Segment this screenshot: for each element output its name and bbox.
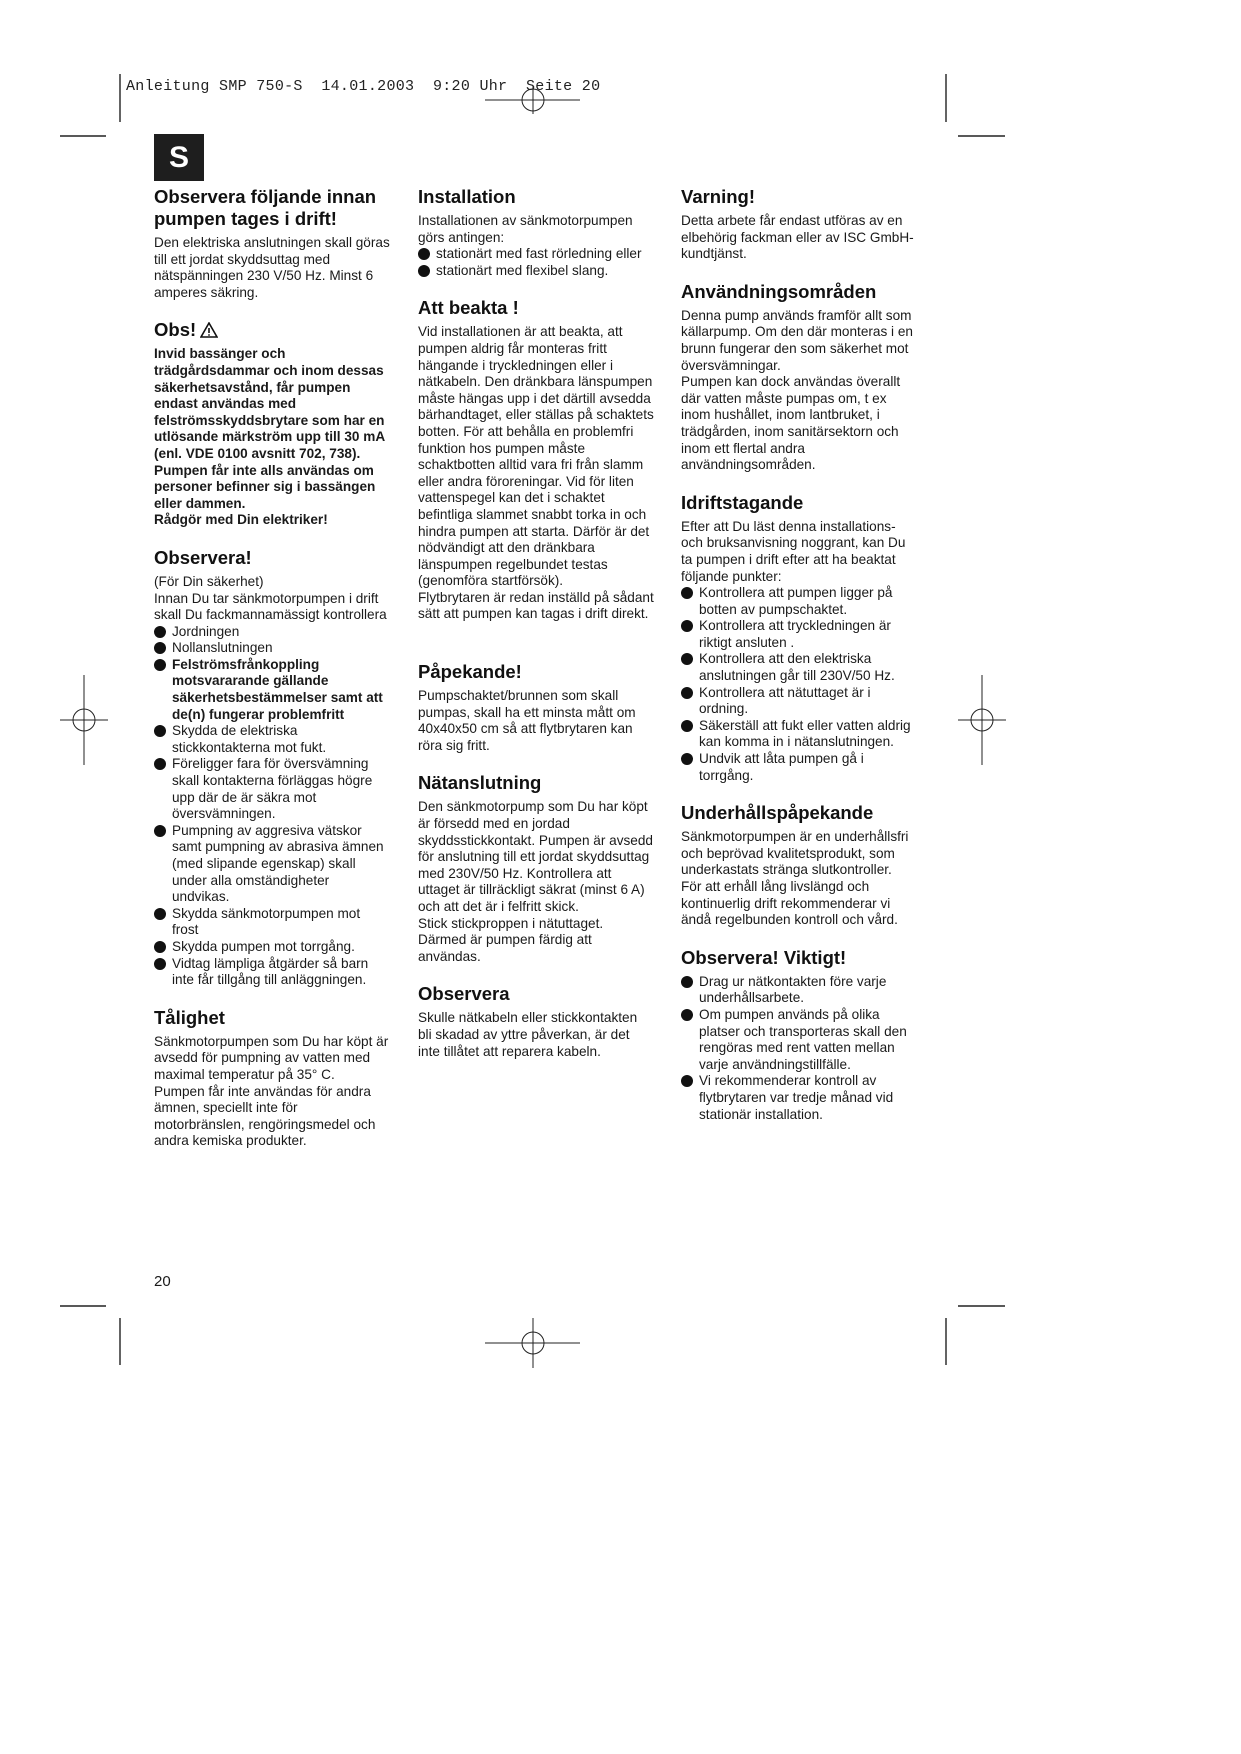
paragraph: Pumpen kan dock användas överallt där vatten måste pumpas om, t ex inom hushållet, inom lantbruket, i trädgården, inom sanitärsektorn och inom ett flertal andra användningsområden. <box>681 374 901 473</box>
bullet-icon <box>681 720 693 732</box>
paragraph: Den elektriska anslutningen skall göras till ett jordat skyddsuttag med nätspänningen 230 V/50 Hz. Minst 6 amperes säkring. <box>154 235 390 300</box>
paragraph: (För Din säkerhet) <box>154 573 264 589</box>
list-item: Jordningen <box>154 624 390 641</box>
bullet-icon <box>681 1009 693 1021</box>
column-3 <box>681 186 917 1141</box>
registration-mark-bottom <box>485 1318 580 1368</box>
paragraph: Pumpschaktet/brunnen som skall pumpas, skall ha ett minsta mått om 40x40x50 cm så att flytbrytaren kan röra sig fritt. <box>418 688 636 753</box>
list-item: Vi rekommenderar kontroll av flytbrytaren var tredje månad vid stationär installation. <box>681 1073 917 1123</box>
section-heading: Observera följande innan pumpen tages i drift! <box>154 186 377 229</box>
bullet-icon <box>418 248 430 260</box>
section-heading: Observera <box>418 983 510 1005</box>
bullet-icon <box>681 1075 693 1087</box>
column-1 <box>154 186 390 1168</box>
bullet-icon <box>154 825 166 837</box>
section-talighet <box>154 1007 390 1150</box>
list-item: Vidtag lämpliga åtgärder så barn inte får tillgång till anläggningen. <box>154 956 390 989</box>
bullet-list <box>154 624 390 989</box>
list-item: stationärt med flexibel slang. <box>418 263 654 280</box>
paragraph: För att erhåll lång livslängd och kontinuerlig drift rekommenderar vi ändå regelbunden kontroll och vård. <box>681 879 898 928</box>
list-item: Skydda de elektriska stickkontakterna mot fukt. <box>154 723 390 756</box>
paragraph: Stick stickproppen i nätuttaget. Därmed är pumpen färdig att användas. <box>418 915 604 964</box>
paragraph: Efter att Du läst denna installations- och bruksanvisning noggrant, kan Du ta pumpen i drift efter att ha beaktat följande punkter: <box>681 518 906 584</box>
section-installation <box>418 186 654 279</box>
section-underhall <box>681 802 917 929</box>
list-item: Kontrollera att pumpen ligger på botten av pumpschaktet. <box>681 585 917 618</box>
section-heading: Idriftstagande <box>681 491 804 513</box>
warning-triangle-icon <box>200 322 218 338</box>
section-heading: Nätanslutning <box>418 772 542 794</box>
bullet-icon <box>154 659 166 671</box>
bullet-icon <box>154 725 166 737</box>
bullet-icon <box>154 958 166 970</box>
paragraph-bold: Invid bassänger och trädgårdsdammar och inom dessas säkerhetsavstånd, får pumpen endast användas med felströmsskyddsbrytare som har en utlösande märkström upp till 30 mA (enl. VDE 0100 avsnitt 702, 738). Pumpen får inte alls användas om personer befinner sig i bassängen eller dammen. <box>154 346 385 511</box>
bullet-icon <box>681 653 693 665</box>
bullet-icon <box>154 642 166 654</box>
section-heading: Obs! <box>154 319 390 341</box>
section-observera-viktigt <box>681 947 917 1123</box>
list-item: Skydda pumpen mot torrgång. <box>154 939 390 956</box>
paragraph: Vid installationen är att beakta, att pumpen aldrig får monteras fritt hängande i tryckledningen eller i nätkabeln. Den dränkbara länspumpen måste hängas upp i det därtill avsedda bärhandtaget, eller ställas på schaktets botten. För att behålla en problemfri funktion hos pumpen måste schaktbotten alltid vara fri från slamm eller andra föroreningar. Vid för liten vattenspegel kan det i schaktet befintliga slammet snabbt torka in och hindra pumpen att starta. Därför är det nödvändigt att den dränkbara länspumpen regelbundet testas (genomföra startförsök). <box>418 324 654 589</box>
page-number: 20 <box>154 1273 171 1290</box>
column-2 <box>418 186 654 1078</box>
paragraph: Innan Du tar sänkmotorpumpen i drift skall Du fackmannamässigt kontrollera <box>154 590 387 623</box>
bullet-icon <box>681 753 693 765</box>
section-papekande <box>418 661 654 754</box>
list-item: Kontrollera att den elektriska anslutningen går till 230V/50 Hz. <box>681 651 917 684</box>
bullet-icon <box>418 265 430 277</box>
list-item: Säkerställ att fukt eller vatten aldrig kan komma in i nätanslutningen. <box>681 718 917 751</box>
section-heading: Observera! <box>154 546 252 568</box>
bullet-icon <box>154 626 166 638</box>
bullet-icon <box>154 758 166 770</box>
paragraph: Skulle nätkabeln eller stickkontakten bli skadad av yttre påverkan, är det inte tillåtet att reparera kabeln. <box>418 1010 638 1059</box>
section-observera <box>154 547 390 989</box>
section-natanslutning <box>418 772 654 965</box>
section-heading: Installation <box>418 186 516 207</box>
section-varning <box>681 186 917 263</box>
list-item: Drag ur nätkontakten före varje underhållsarbete. <box>681 974 917 1007</box>
section-heading: Underhållspåpekande <box>681 802 874 824</box>
running-head: Anleitung SMP 750-S 14.01.2003 9:20 Uhr Seite 20 <box>126 78 601 95</box>
paragraph-bold: Rådgör med Din elektriker! <box>154 512 328 528</box>
paragraph: Installationen av sänkmotorpumpen görs antingen: <box>418 213 633 245</box>
section-idriftstagande <box>681 492 917 785</box>
bullet-icon <box>681 587 693 599</box>
list-item: Kontrollera att tryckledningen är riktigt ansluten . <box>681 618 917 651</box>
bullet-icon <box>154 908 166 920</box>
bullet-icon <box>154 941 166 953</box>
paragraph: Den sänkmotorpump som Du har köpt är försedd med en jordad skyddsstickkontakt. Pumpen är avsedd för anslutning till ett jordat skyddsuttag med 230V/50 Hz. Kontrollera att uttaget är tillräckligt säkrat (minst 6 A) och att det är i felfritt skick. <box>418 799 653 914</box>
section-before-use <box>154 186 390 301</box>
list-item: Skydda sänkmotorpumpen mot frost <box>154 906 390 939</box>
paragraph: Sänkmotorpumpen som Du har köpt är avsedd för pumpning av vatten med maximal temperatur på 35° C. <box>154 1033 389 1082</box>
list-item: Nollanslutningen <box>154 640 390 657</box>
paragraph: Pumpen får inte användas för andra ämnen, speciellt inte för motorbränslen, rengöringsmedel och andra kemiska produkter. <box>154 1083 376 1149</box>
bullet-list <box>418 246 654 279</box>
section-heading: Påpekande! <box>418 661 522 683</box>
section-heading: Observera! Viktigt! <box>681 946 847 968</box>
bullet-icon <box>681 976 693 988</box>
section-obs <box>154 319 390 529</box>
section-heading: Varning! <box>681 186 756 207</box>
paragraph: Detta arbete får endast utföras av en elbehörig fackman eller av ISC GmbH-kundtjänst. <box>681 213 914 262</box>
list-item: Kontrollera att nätuttaget är i ordning. <box>681 685 917 718</box>
section-heading: Att beakta ! <box>418 297 519 319</box>
bullet-list <box>681 585 917 784</box>
bullet-icon <box>681 687 693 699</box>
list-item: stationärt med fast rörledning eller <box>418 246 654 263</box>
list-item: Föreligger fara för översvämning skall kontakterna förläggas högre upp där de är säkra mot översvämningen. <box>154 756 390 822</box>
section-heading: Användningsområden <box>681 280 877 302</box>
language-badge: S <box>154 134 204 181</box>
section-heading: Tålighet <box>154 1006 225 1028</box>
bullet-icon <box>681 620 693 632</box>
section-att-beakta <box>418 297 654 623</box>
list-item: Undvik att låta pumpen gå i torrgång. <box>681 751 917 784</box>
registration-mark-left <box>60 675 108 765</box>
paragraph: Flytbrytaren är redan inställd på sådant sätt att pumpen kan tagas i drift direkt. <box>418 589 654 622</box>
section-observera-cable <box>418 983 654 1060</box>
paragraph: Denna pump används framför allt som källarpump. Om den där monteras i en brunn fungerar den som säkerhet mot översvämningar. <box>681 307 913 373</box>
registration-mark-right <box>958 675 1006 765</box>
list-item: Om pumpen används på olika platser och transporteras skall den rengöras med rent vatten mellan varje användningstillfälle. <box>681 1007 917 1073</box>
list-item: Pumpning av aggresiva vätskor samt pumpning av abrasiva ämnen (med slipande egenskap) skall under alla omständigheter undvikas. <box>154 823 390 906</box>
list-item: Felströmsfrånkoppling motsvararande gällande säkerhetsbestämmelser samt att de(n) fungerar problemfritt <box>154 657 390 723</box>
paragraph: Sänkmotorpumpen är en underhållsfri och beprövad kvalitetsprodukt, som underkastats stränga slutkontroller. <box>681 829 909 878</box>
bullet-list <box>681 974 917 1123</box>
section-anvandningsomraden <box>681 281 917 474</box>
